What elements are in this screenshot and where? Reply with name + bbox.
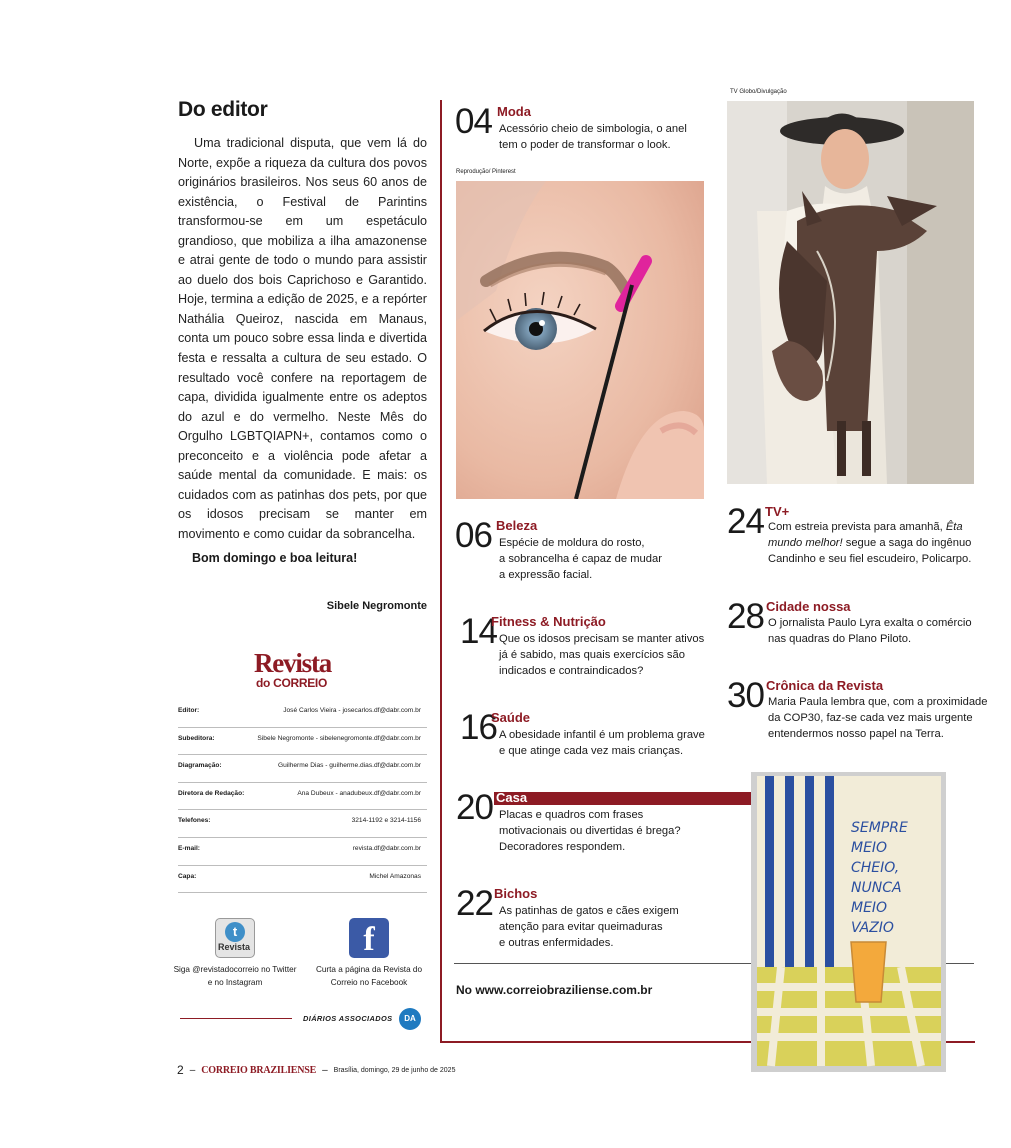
photo-credit: TV Globo/Divulgação <box>730 89 787 95</box>
masthead-label: E-mail: <box>178 844 200 852</box>
toc-desc-line: a sobrancelha é capaz de mudar <box>499 553 662 565</box>
toc-desc-line: Espécie de moldura do rosto, <box>499 537 645 549</box>
masthead-row <box>178 810 427 838</box>
masthead-value: José Carlos Vieira - josecarlos.df@dabr.com.br <box>283 707 421 714</box>
revista-logo <box>254 648 344 694</box>
toc-desc <box>499 535 662 583</box>
toc-number: 04 <box>455 102 492 141</box>
footer-dash: – <box>189 1064 196 1076</box>
toc-desc-line: Com estreia prevista para amanhã, <box>768 521 946 533</box>
toc-title-bichos[interactable]: Bichos <box>494 886 538 901</box>
toc-desc-line: indicados e contraindicados? <box>499 665 644 677</box>
masthead-label: Capa: <box>178 872 197 880</box>
toc-desc-line: segue a saga do ingênuo Candinho e seu fiel escudeiro, Policarpo. <box>768 537 972 565</box>
toc-number: 20 <box>456 788 493 827</box>
masthead-value: Michel Amazonas <box>369 872 421 880</box>
facebook-caption: Curta a página da Revista do Correio no Facebook <box>315 965 423 987</box>
toc-title-beleza[interactable]: Beleza <box>496 518 538 533</box>
masthead-label: Telefones: <box>178 817 211 825</box>
twitter-icon-label: Revista <box>218 942 251 952</box>
toc-desc-line: Decoradores respondem. <box>499 841 626 853</box>
twitter-icon[interactable] <box>215 918 255 958</box>
masthead-value: revista.df@dabr.com.br <box>352 844 421 852</box>
book-text: VAZIO <box>851 920 894 936</box>
frame-line <box>440 100 442 1043</box>
toc-desc <box>768 615 972 647</box>
footer-date: Brasília, domingo, 29 de junho de 2025 <box>333 1066 456 1074</box>
toc-number: 30 <box>727 676 764 715</box>
masthead-row <box>178 755 427 783</box>
toc-desc-emphasis: Êta mundo melhor! <box>768 521 963 549</box>
masthead-value: Guilherme Dias - guilherme.dias.df@dabr.com.br <box>277 762 421 770</box>
toc-desc-line: As patinhas de gatos e cães exigem <box>499 905 679 917</box>
newspaper-brand: CORREIO BRAZILIENSE <box>201 1064 317 1076</box>
toc-desc-line: tem o poder de transformar o look. <box>499 139 671 151</box>
facebook-icon[interactable]: f <box>349 918 389 958</box>
book-text: SEMPRE <box>851 820 908 836</box>
revista-logo-sub: do CORREIO <box>256 676 327 690</box>
book-text: MEIO <box>851 840 888 856</box>
toc-number: 28 <box>727 597 764 636</box>
revista-logo-word: Revista <box>254 648 332 678</box>
masthead-row <box>178 728 427 756</box>
toc-desc-line: O jornalista Paulo Lyra exalta o comércio <box>768 617 972 629</box>
toc-desc-line: e outras enfermidades. <box>499 937 614 949</box>
masthead-label: Diretora de Redação: <box>178 789 245 797</box>
masthead-value: Ana Dubeux - anadubeux.df@dabr.com.br <box>297 789 421 797</box>
toc-desc <box>499 121 687 153</box>
masthead-row <box>178 783 427 811</box>
book-text: CHEIO, <box>851 860 900 876</box>
toc-desc-line: Acessório cheio de simbologia, o anel <box>499 123 687 135</box>
toc-desc <box>768 694 988 742</box>
masthead-table <box>178 700 427 893</box>
page-footer <box>177 1063 455 1077</box>
toc-desc <box>499 631 704 679</box>
page-number: 2 <box>177 1063 184 1077</box>
toc-title-fitness[interactable]: Fitness & Nutrição <box>491 614 606 629</box>
toc-desc-line: A obesidade infantil é um problema grave <box>499 729 705 741</box>
website-link[interactable]: No www.correiobraziliense.com.br <box>456 983 653 997</box>
toc-number: 16 <box>460 708 497 747</box>
editor-signoff: Bom domingo e boa leitura! <box>192 551 358 565</box>
masthead-row <box>178 700 427 728</box>
twitter-caption: Siga @revistadocorreio no Twitter e no Instagram <box>173 965 297 987</box>
bird-icon: t <box>225 922 245 942</box>
editor-heading: Do editor <box>178 98 268 121</box>
toc-title-tv[interactable]: TV+ <box>765 504 790 519</box>
masthead-row <box>178 866 427 894</box>
toc-desc-line: Que os idosos precisam se manter ativos <box>499 633 705 645</box>
editor-author: Sibele Negromonte <box>326 600 427 612</box>
toc-number: 14 <box>460 612 497 651</box>
toc-number: 22 <box>456 884 493 923</box>
toc-desc-line: da COP30, faz-se cada vez mais urgente <box>768 712 973 724</box>
book-cover-photo <box>751 772 946 1072</box>
book-text: NUNCA <box>851 880 902 896</box>
toc-desc-line: atenção para evitar queimaduras <box>499 921 663 933</box>
masthead-value: 3214-1192 e 3214-1156 <box>351 817 421 825</box>
masthead-value: Sibele Negromonte - sibelenegromonte.df@dabr.com.br <box>257 734 421 742</box>
toc-title-cidade[interactable]: Cidade nossa <box>766 599 851 614</box>
toc-desc-line: já é sabido, mas quais exercícios são <box>499 649 685 661</box>
masthead-label: Subeditora: <box>178 734 215 742</box>
toc-title-saude[interactable]: Saúde <box>491 710 531 725</box>
toc-title-casa[interactable]: Casa <box>496 790 528 805</box>
toc-desc-line: nas quadras do Plano Piloto. <box>768 633 912 645</box>
toc-desc <box>768 519 978 567</box>
casa-bar <box>494 792 754 805</box>
toc-number: 24 <box>727 502 764 541</box>
toc-desc-line: motivacionais ou divertidas é brega? <box>499 825 681 837</box>
toc-desc-line: Placas e quadros com frases <box>499 809 644 821</box>
toc-desc-line: Maria Paula lembra que, com a proximidade <box>768 696 988 708</box>
masthead-label: Diagramação: <box>178 762 222 770</box>
toc-desc <box>499 807 681 855</box>
divider <box>180 1018 292 1019</box>
toc-number: 06 <box>455 516 492 555</box>
toc-title-cronica[interactable]: Crônica da Revista <box>766 678 884 693</box>
editor-body: Uma tradicional disputa, que vem lá do Norte, expõe a riqueza da cultura dos povos originários brasileiros. Nos seus 60 anos de existência, o Festival de Parintins transformou-se em um espetáculo grandioso, que mobiliza a ilha amazonense e atrai gente de todo o mundo para assistir ao duelo dos bois Caprichoso e Garantido. Hoje, termina a edição de 2025, e a repórter Nathália Queiroz, nascida em Manaus, conta um pouco sobre essa linda e divertida festa e ressalta a cultura de seu estado. O resultado você confere na reportagem de capa, dividida igualmente entre os adeptos do azul e do vermelho. Neste Mês do Orgulho LGBTQIAPN+, contamos como o preconceito e a violência pode afetar a saúde mental da comunidade. E mais: os cuidados com as patinhas dos pets, por que os idosos precisam se manter em movimento e como cuidar da sobrancelha. <box>178 136 427 541</box>
toc-title-moda[interactable]: Moda <box>497 104 531 119</box>
toc-desc <box>499 727 705 759</box>
eyebrow-photo <box>456 181 704 499</box>
footer-dash: – <box>322 1064 328 1076</box>
book-text: MEIO <box>851 900 888 916</box>
photo-credit: Reprodução/ Pinterest <box>456 169 516 175</box>
tv-photo <box>727 101 974 484</box>
associados-label: DIÁRIOS ASSOCIADOS <box>303 1014 393 1023</box>
toc-desc <box>499 903 679 951</box>
toc-desc-line: entendermos nosso papel na Terra. <box>768 728 944 740</box>
toc-desc-line: a expressão facial. <box>499 569 593 581</box>
associados-logo: DA <box>399 1008 421 1030</box>
masthead-row <box>178 838 427 866</box>
masthead-label: Editor: <box>178 707 200 714</box>
toc-desc-line: e que atinge cada vez mais crianças. <box>499 745 684 757</box>
